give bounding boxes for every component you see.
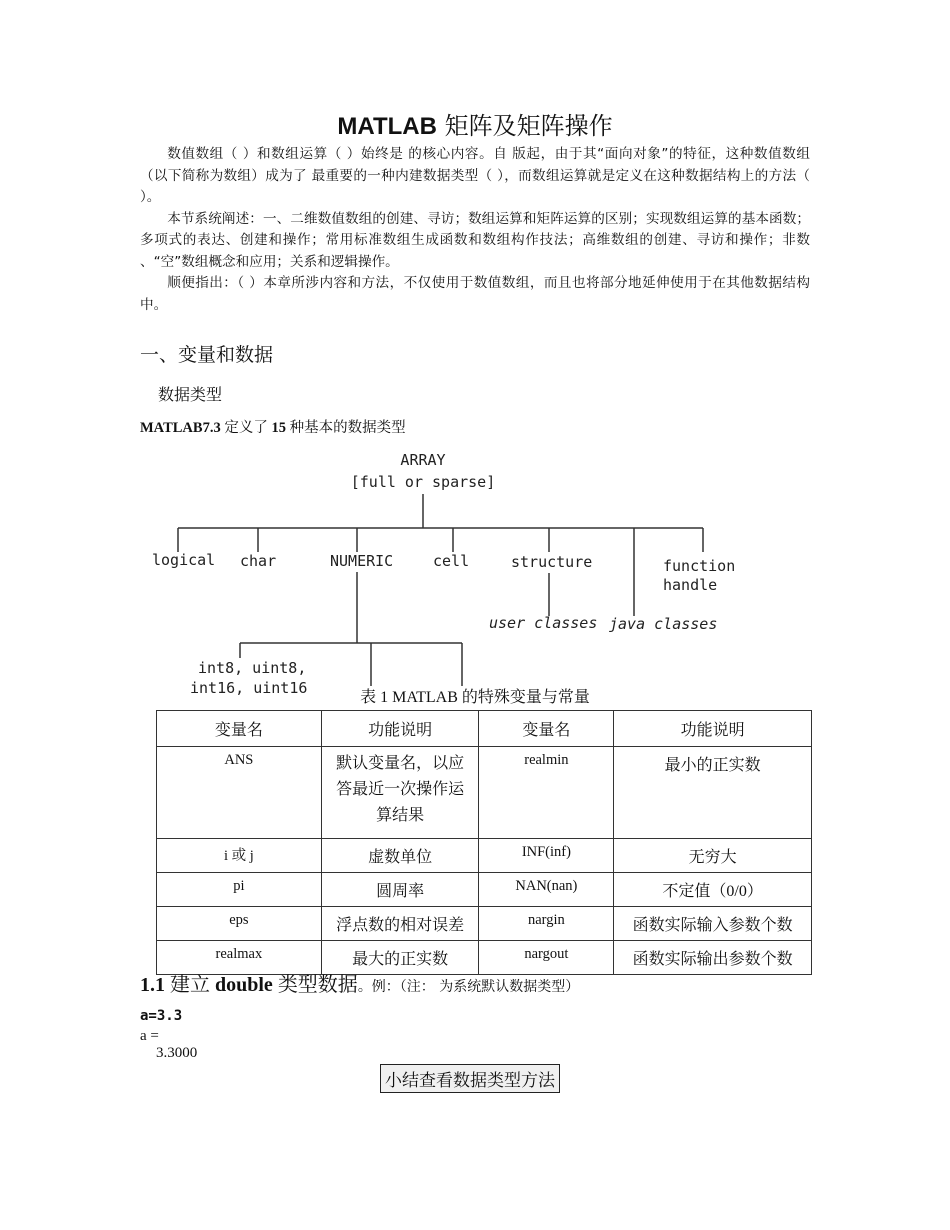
table-cell: 函数实际输入参数个数 xyxy=(614,907,812,941)
table-cell: pi xyxy=(157,873,322,907)
table-cell: nargin xyxy=(479,907,614,941)
subheading-data-types: 数据类型 xyxy=(158,385,223,404)
intro-paragraph-2: 本节系统阐述：一、二维数值数组的创建、寻访；数组运算和矩阵运算的区别；实现数组运算的基本函数；多项式的表达、创建和操作；常用标准数组生成函数和数组构作技法；高维数组的创建、寻访和操作；非数 、“空”数组概念和应用；关系和逻辑操作。 xyxy=(140,210,810,270)
diagram-node-cell: cell xyxy=(433,552,470,570)
intro-paragraph-3: 顺便指出：（ ）本章所涉内容和方法，不仅使用于数值数组，而且也将部分地延伸使用于在其他数据结构中。 xyxy=(140,275,810,313)
table-cell: realmax xyxy=(157,941,322,975)
table-cell: 无穷大 xyxy=(614,839,812,873)
diagram-node-numeric: NUMERIC xyxy=(330,552,394,570)
diagram-label-java-classes: java classes xyxy=(609,615,718,633)
table-header-row xyxy=(157,711,812,747)
table-cell: i 或 j xyxy=(157,839,322,873)
code-input: a=3.3 xyxy=(140,1008,183,1024)
table-cell: 圆周率 xyxy=(321,873,479,907)
table-cell: 浮点数的相对误差 xyxy=(321,907,479,941)
diagram-numeric-subtypes: int8, uint8, xyxy=(198,659,307,677)
table-cell: ANS xyxy=(157,747,322,839)
table-cell: INF(inf) xyxy=(479,839,614,873)
page-title: MATLAB 矩阵及矩阵操作 xyxy=(337,112,613,140)
diagram-node-structure: structure xyxy=(511,553,593,571)
diagram-node-char: char xyxy=(240,552,277,570)
table-row xyxy=(157,747,812,839)
table-header-cell: 变量名 xyxy=(479,711,614,747)
table-cell: realmin xyxy=(479,747,614,839)
table-row xyxy=(157,839,812,873)
diagram-node-function: function xyxy=(663,557,736,575)
table-cell: 函数实际输出参数个数 xyxy=(614,941,812,975)
diagram-root-label: ARRAY xyxy=(400,451,446,469)
data-type-tree-diagram xyxy=(140,448,740,697)
table-cell: nargout xyxy=(479,941,614,975)
summary-data-type-button[interactable]: 小结查看数据类型方法 xyxy=(380,1064,560,1093)
diagram-node-logical: logical xyxy=(152,551,216,569)
table-row xyxy=(157,873,812,907)
intro-text xyxy=(140,144,810,316)
table-header-cell: 功能说明 xyxy=(321,711,479,747)
diagram-numeric-subtypes-cut: int16, uint16 xyxy=(190,679,308,697)
table-cell: 默认变量名，以应答最近一次操作运算结果 xyxy=(321,747,479,839)
data-types-lead: MATLAB7.3 定义了 15 种基本的数据类型 xyxy=(140,420,406,436)
code-output-value: 3.3000 xyxy=(156,1045,198,1061)
special-variables-table xyxy=(156,710,812,975)
table-cell: 最小的正实数 xyxy=(614,747,812,839)
section-heading-variables: 一、变量和数据 xyxy=(140,344,274,366)
table-cell: 最大的正实数 xyxy=(321,941,479,975)
intro-paragraph-1: 数值数组（ ）和数组运算（ ）始终是 的核心内容。自 版起，由于其“面向对象”的特征，这种数值数组（以下简称为数组）成为了 最重要的一种内建数据类型（ ），而数组运算就是定义在这种数据结构上的方法（ ）。 xyxy=(140,146,810,205)
code-output-label: a = xyxy=(140,1028,159,1044)
table-row xyxy=(157,907,812,941)
table-cell: NAN(nan) xyxy=(479,873,614,907)
table-caption: 表 1 MATLAB 的特殊变量与常量 xyxy=(360,689,590,706)
diagram-node-handle: handle xyxy=(663,576,718,594)
tree-connector-lines xyxy=(178,494,703,686)
table-header-cell: 功能说明 xyxy=(614,711,812,747)
table-cell: 虚数单位 xyxy=(321,839,479,873)
section-heading-1-1: 1.1 建立 double 类型数据。例：（注： 为系统默认数据类型） xyxy=(140,974,580,996)
table-header-cell: 变量名 xyxy=(157,711,322,747)
diagram-root-sublabel: [full or sparse] xyxy=(350,473,496,491)
table-cell: eps xyxy=(157,907,322,941)
table-cell: 不定值（0/0） xyxy=(614,873,812,907)
diagram-label-user-classes: user classes xyxy=(489,614,598,632)
